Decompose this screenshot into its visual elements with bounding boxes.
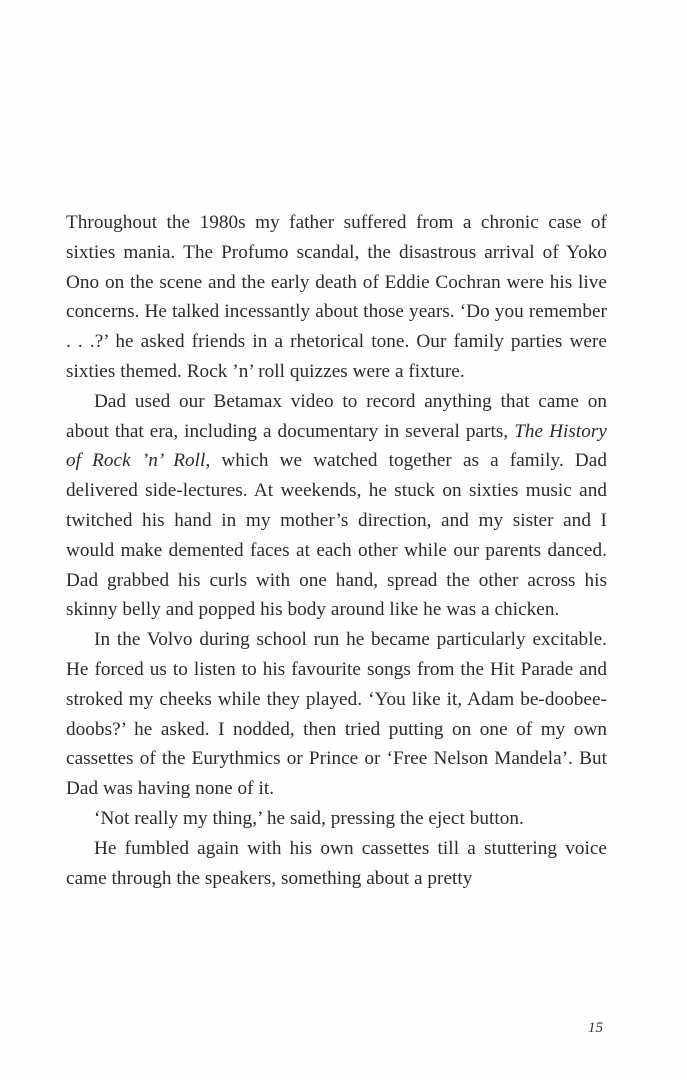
paragraph-2-end: , which we watched together as a family. Dad delivered side-lectures. At weekends, he stuck on sixties music and twitched his hand in my mother’s direction, and my sister and I would make demented faces at each other while our parents danced. Dad grabbed his curls with one hand, spread the other across his skinny belly and popped his body around like he was a chicken. [66, 450, 608, 621]
page-number: 15 [588, 1020, 603, 1036]
paragraph-2 [66, 387, 607, 625]
paragraph-1: Throughout the 1980s my father suffered from a chronic case of sixties mania. The Profumo scandal, the disastrous arrival of Yoko Ono on the scene and the early death of Eddie Cochran were his live concerns. He talked incessantly about those years. ‘Do you remember . . .?’ he asked friends in a rhetorical tone. Our family parties were sixties themed. Rock ’n’ roll quizzes were a fixture. [66, 212, 607, 382]
paragraph-3: In the Volvo during school run he became particularly excitable. He forced us to listen to his favourite songs from the Hit Parade and stroked my cheeks while they played. ‘You like it, Adam be-doobee-doobs?’ he asked. I nodded, then tried putting on one of my own cassettes of the Eurythmics or Prince or ‘Free Nelson Mandela’. But Dad was having none of it. [66, 629, 607, 800]
documentary-title: The History of Rock ’n’ Roll [66, 420, 607, 472]
paragraph-5: He fumbled again with his own cassettes till a stuttering voice came through the speakers, something about a pretty [66, 837, 607, 889]
body-text [66, 208, 607, 893]
paragraph-4: ‘Not really my thing,’ he said, pressing the eject button. [94, 807, 524, 829]
paragraph-2-start: Dad used our Betamax video to record anything that came on about that era, including a documentary in several parts, [66, 390, 607, 442]
